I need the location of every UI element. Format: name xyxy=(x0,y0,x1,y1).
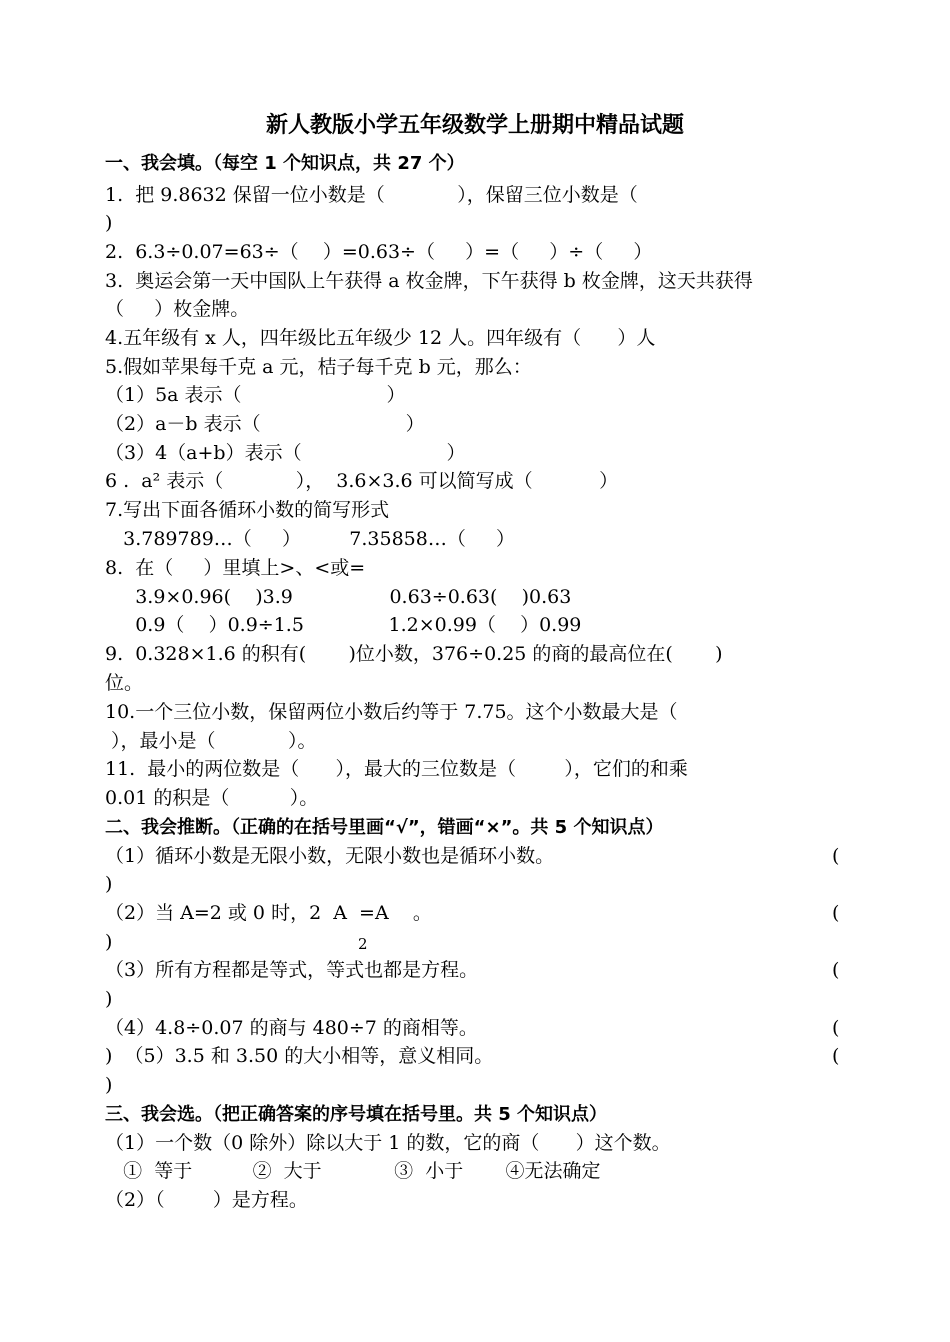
judge-2-cont: ) xyxy=(105,931,113,953)
judge-4: （4）4.8÷0.07 的商与 480÷7 的商相等。 xyxy=(105,1017,478,1039)
q8-row-2: 0.9（ ）0.9÷1.5 1.2×0.99（ ）0.99 xyxy=(105,614,582,636)
q1-line: 1. 把 9.8632 保留一位小数是（ ），保留三位小数是（ xyxy=(105,184,638,206)
judge-2-subscript: 2 xyxy=(358,935,368,953)
q5-sub-1: （1）5a 表示（ ） xyxy=(105,384,406,406)
choice-1-options: ① 等于 ② 大于 ③ 小于 ④无法确定 xyxy=(105,1160,601,1182)
judge-2-paren: ( xyxy=(832,902,840,924)
section-1-heading: 一、我会填。（每空 1 个知识点，共 27 个） xyxy=(105,153,465,174)
q2-line: 2. 6.3÷0.07=63÷（ ）=0.63÷（ ）=（ ）÷（ ） xyxy=(105,241,653,263)
judge-3-paren: ( xyxy=(832,959,840,981)
q10-line: 10.一个三位小数，保留两位小数后约等于 7.75。这个小数最大是（ xyxy=(105,701,678,723)
judge-1-cont: ) xyxy=(105,873,113,895)
judge-5: ) （5）3.5 和 3.50 的大小相等，意义相同。 xyxy=(105,1045,494,1067)
q9-line: 9. 0.328×1.6 的积有( )位小数，376÷0.25 的商的最高位在( ) xyxy=(105,643,723,665)
q11-line: 11. 最小的两位数是（ ），最大的三位数是（ ），它们的和乘 xyxy=(105,758,688,780)
choice-2: （2）（ ）是方程。 xyxy=(105,1189,308,1211)
q8-line: 8. 在（ ）里填上>、<或= xyxy=(105,557,366,579)
q4-line: 4.五年级有 x 人，四年级比五年级少 12 人。四年级有（ ）人 xyxy=(105,327,656,349)
q11-line-cont: 0.01 的积是（ ）。 xyxy=(105,787,319,809)
q8-row-1: 3.9×0.96( )3.9 0.63÷0.63( )0.63 xyxy=(105,586,572,608)
q7-line: 7.写出下面各循环小数的简写形式 xyxy=(105,499,390,521)
page-title: 新人教版小学五年级数学上册期中精品试题 xyxy=(265,113,684,138)
q10-line-cont: ），最小是（ ）。 xyxy=(105,730,317,752)
q6-line: 6 . a² 表示（ ）， 3.6×3.6 可以简写成（ ） xyxy=(105,470,619,492)
q3-line-cont: （ ）枚金牌。 xyxy=(105,298,250,320)
q5-line: 5.假如苹果每千克 a 元，桔子每千克 b 元，那么： xyxy=(105,356,532,378)
judge-3-cont: ) xyxy=(105,988,113,1010)
q9-line-cont: 位。 xyxy=(105,672,144,694)
judge-3: （3）所有方程都是等式，等式也都是方程。 xyxy=(105,959,479,981)
section-2-heading: 二、我会推断。（正确的在括号里画“√”，错画“×”。共 5 个知识点） xyxy=(105,817,664,838)
judge-2: （2）当 A=2 或 0 时，2 A =A 。 xyxy=(105,902,432,924)
q3-line: 3. 奥运会第一天中国队上午获得 a 枚金牌，下午获得 b 枚金牌，这天共获得 xyxy=(105,270,753,292)
judge-5-paren: ( xyxy=(832,1045,840,1067)
judge-4-paren: ( xyxy=(832,1017,840,1039)
judge-1: （1）循环小数是无限小数，无限小数也是循环小数。 xyxy=(105,845,555,867)
q5-sub-3: （3）4（a+b）表示（ ） xyxy=(105,442,466,464)
choice-1: （1）一个数（0 除外）除以大于 1 的数，它的商（ ）这个数。 xyxy=(105,1132,671,1154)
section-3-heading: 三、我会选。（把正确答案的序号填在括号里。共 5 个知识点） xyxy=(105,1104,608,1125)
q7-items: 3.789789…（ ） 7.35858…（ ） xyxy=(105,528,516,550)
judge-1-paren: ( xyxy=(832,845,840,867)
q5-sub-2: （2）a－b 表示（ ） xyxy=(105,413,425,435)
judge-5-cont: ) xyxy=(105,1074,113,1096)
q1-line-cont: ) xyxy=(105,212,113,234)
